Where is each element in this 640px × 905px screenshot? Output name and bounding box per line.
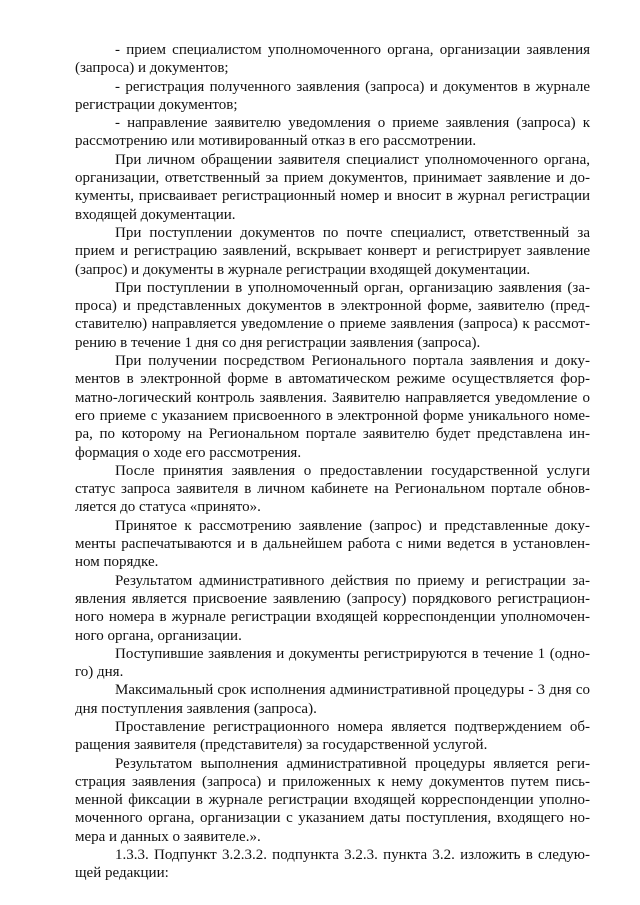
paragraph: - направление заявителю уведомления о приеме заявления (запроса) к рассмотрению или мотивированный отказ в его рассмотрении. — [75, 115, 590, 150]
paragraph: При поступлении в уполномоченный орган, организацию заявления (запроса) и представленных документов в электронной форме, заявителю (представителю) направляется уведомление о приеме заявления (запроса) к рассмотрению в течение 1 дня со дня регистрации заявления (запроса). — [75, 279, 590, 351]
paragraph: - регистрация полученного заявления (запроса) и документов в журнале регистрации документов; — [75, 78, 590, 113]
paragraph: - прием специалистом уполномоченного органа, организации заявления (запроса) и документов; — [75, 42, 590, 77]
paragraph: При получении посредством Регионального портала заявления и документов в электронной форме в автоматическом режиме осуществляется форматно-логический контроль заявления. Заявителю направляется уведомление о его приеме с указанием присвоенного в электронной форме уникального номера, по которому на Региональном портале заявителю будет представлена информация о ходе его рассмотрения. — [75, 353, 590, 461]
paragraph: После принятия заявления о предоставлении государственной услуги статус запроса заявителя в личном кабинете на Региональном портале обновляется до статуса «принято». — [75, 462, 590, 516]
document-page — [75, 41, 590, 883]
paragraph: Максимальный срок исполнения административной процедуры - 3 дня со дня поступления заявления (запроса). — [75, 682, 590, 717]
paragraph: При личном обращении заявителя специалист уполномоченного органа, организации, ответственный за прием документов, принимает заявление и документы, присваивает регистрационный номер и вносит в журнал регистрации входящей документации. — [75, 151, 590, 223]
paragraph: При поступлении документов по почте специалист, ответственный за прием и регистрацию заявлений, вскрывает конверт и регистрирует заявление (запрос) и документы в журнале регистрации входящей документации. — [75, 224, 590, 278]
paragraph: Результатом административного действия по приему и регистрации заявления является присвоение заявлению (запросу) порядкового регистрационного номера в журнале регистрации входящей корреспонденции уполномоченного органа, организации. — [75, 572, 590, 644]
paragraph: Принятое к рассмотрению заявление (запрос) и представленные документы распечатываются и в дальнейшем работа с ними ведется в установленном порядке. — [75, 517, 590, 571]
paragraph: Поступившие заявления и документы регистрируются в течение 1 (одного) дня. — [75, 645, 590, 681]
paragraph: Проставление регистрационного номера является подтверждением обращения заявителя (представителя) за государственной услугой. — [75, 718, 590, 754]
paragraph: 1.3.3. Подпункт 3.2.3.2. подпункта 3.2.3. пункта 3.2. изложить в следующей редакции: — [75, 847, 590, 882]
paragraph: Результатом выполнения административной процедуры является регистрация заявления (запроса) и приложенных к нему документов путем письменной фиксации в журнале регистрации входящей корреспонденции уполномоченного органа, организации с указанием даты поступления, входящего номера и данных о заявителе.». — [75, 755, 590, 845]
